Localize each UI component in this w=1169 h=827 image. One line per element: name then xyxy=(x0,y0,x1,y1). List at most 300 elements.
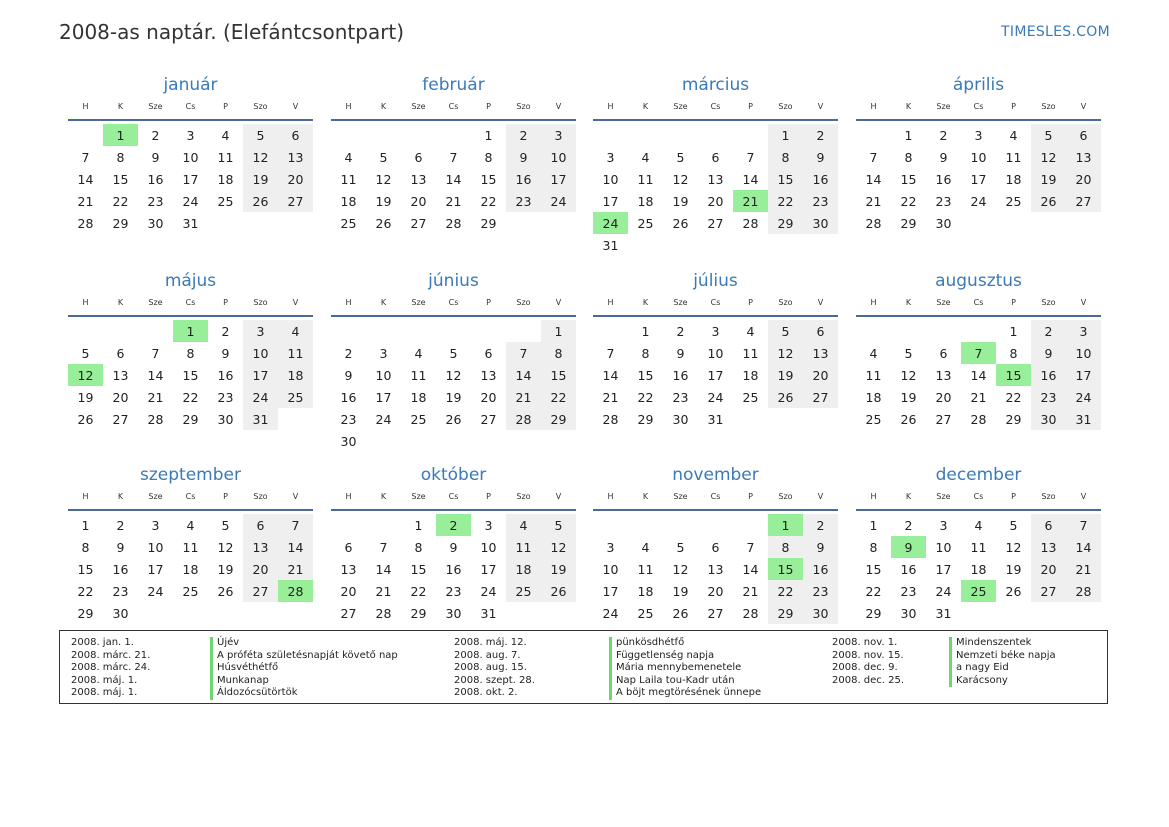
day-cell: 1 xyxy=(484,127,493,143)
day-cell: 1 xyxy=(869,517,878,533)
day-cell: 24 xyxy=(602,605,619,621)
weekday-label: Sze xyxy=(148,101,163,111)
day-cell: 3 xyxy=(711,323,720,339)
legend-date: 2008. nov. 15. xyxy=(832,649,904,661)
day-cell: 3 xyxy=(606,149,615,165)
day-cell: 25 xyxy=(742,389,759,405)
day-cell: 12 xyxy=(375,171,392,187)
legend-date: 2008. máj. 1. xyxy=(71,687,138,698)
day-cell: 28 xyxy=(77,215,94,231)
day-cell: 20 xyxy=(480,389,497,405)
day-cell: 8 xyxy=(904,149,913,165)
holiday-day-cell: 2 xyxy=(436,514,471,536)
legend-date: 2008. márc. 24. xyxy=(71,662,151,673)
legend-holiday-name: Karácsony xyxy=(949,675,1056,688)
day-cell: 8 xyxy=(186,345,195,361)
day-cell: 21 xyxy=(375,583,392,599)
day-cell: 18 xyxy=(970,561,987,577)
day-cell: 25 xyxy=(278,386,313,408)
day-cell: 13 xyxy=(480,367,497,383)
day-cell: 4 xyxy=(641,149,650,165)
weekday-label: Sze xyxy=(411,297,426,307)
day-cell: 9 xyxy=(1031,342,1066,364)
holiday-day-cell: 1 xyxy=(103,124,138,146)
day-cell: 28 xyxy=(970,411,987,427)
month-május xyxy=(68,269,313,430)
weekday-label: H xyxy=(82,491,89,501)
weekday-label: K xyxy=(380,297,387,307)
day-cell: 15 xyxy=(480,171,497,187)
day-cell: 21 xyxy=(865,193,882,209)
day-cell: 23 xyxy=(803,190,838,212)
day-cell: 13 xyxy=(1031,536,1066,558)
legend-holiday-name: Nap Laila tou-Kadr után xyxy=(609,675,761,688)
weekday-label: Sze xyxy=(936,101,951,111)
day-cell: 13 xyxy=(1066,146,1101,168)
weekday-label: V xyxy=(1080,491,1087,501)
day-cell: 25 xyxy=(637,605,654,621)
day-cell: 27 xyxy=(803,386,838,408)
day-cell: 27 xyxy=(340,605,357,621)
day-cell: 11 xyxy=(340,171,357,187)
month-november xyxy=(593,463,838,624)
day-cell: 25 xyxy=(637,215,654,231)
day-cell: 18 xyxy=(182,561,199,577)
day-cell: 20 xyxy=(1066,168,1101,190)
day-cell: 29 xyxy=(865,605,882,621)
day-cell: 28 xyxy=(742,215,759,231)
day-cell: 8 xyxy=(768,536,803,558)
day-cell: 16 xyxy=(112,561,129,577)
day-cell: 11 xyxy=(970,539,987,555)
holiday-day-cell: 25 xyxy=(961,580,996,602)
day-cell: 15 xyxy=(541,364,576,386)
weekday-label: H xyxy=(607,491,614,501)
empty-cell xyxy=(593,514,628,536)
day-cell: 24 xyxy=(707,389,724,405)
day-cell: 25 xyxy=(1005,193,1022,209)
day-cell: 12 xyxy=(672,171,689,187)
day-cell: 5 xyxy=(81,345,90,361)
weekday-label: V xyxy=(555,101,562,111)
holiday-day-cell: 21 xyxy=(733,190,768,212)
legend-date: 2008. jan. 1. xyxy=(71,637,134,648)
weekday-label: Sze xyxy=(673,297,688,307)
day-cell: 11 xyxy=(410,367,427,383)
weekday-label: Cs xyxy=(185,101,196,111)
day-cell: 14 xyxy=(1066,536,1101,558)
day-cell: 30 xyxy=(900,605,917,621)
holiday-legend xyxy=(59,630,1108,704)
weekday-label: Szo xyxy=(1041,491,1056,501)
empty-cell xyxy=(331,320,366,342)
weekday-label: Cs xyxy=(448,101,459,111)
legend-dates xyxy=(71,637,150,700)
weekday-label: Szo xyxy=(778,491,793,501)
day-cell: 15 xyxy=(410,561,427,577)
empty-cell xyxy=(68,124,103,146)
weekday-label: H xyxy=(870,297,877,307)
weekday-header xyxy=(68,97,313,121)
day-cell: 28 xyxy=(865,215,882,231)
day-cell: 13 xyxy=(935,367,952,383)
day-grid xyxy=(856,514,1101,624)
day-cell: 25 xyxy=(410,411,427,427)
day-cell: 2 xyxy=(939,127,948,143)
legend-names xyxy=(210,637,398,700)
day-cell: 17 xyxy=(375,389,392,405)
empty-cell xyxy=(593,124,628,146)
legend-holiday-name: Mindenszentek xyxy=(949,637,1056,650)
empty-cell xyxy=(926,320,961,342)
legend-holiday-name: Munkanap xyxy=(210,675,398,688)
day-cell: 30 xyxy=(217,411,234,427)
weekday-label: P xyxy=(223,297,228,307)
weekday-label: H xyxy=(82,297,89,307)
day-cell: 2 xyxy=(506,124,541,146)
day-cell: 22 xyxy=(768,580,803,602)
weekday-label: Cs xyxy=(448,491,459,501)
weekday-label: Cs xyxy=(185,297,196,307)
day-cell: 10 xyxy=(541,146,576,168)
day-cell: 10 xyxy=(147,539,164,555)
day-grid xyxy=(331,514,576,624)
day-cell: 22 xyxy=(637,389,654,405)
day-cell: 23 xyxy=(340,411,357,427)
empty-cell xyxy=(68,320,103,342)
day-cell: 17 xyxy=(243,364,278,386)
weekday-label: Szo xyxy=(516,491,531,501)
day-cell: 27 xyxy=(410,215,427,231)
day-cell: 27 xyxy=(1066,190,1101,212)
day-cell: 3 xyxy=(974,127,983,143)
day-cell: 30 xyxy=(672,411,689,427)
day-cell: 19 xyxy=(672,193,689,209)
day-cell: 21 xyxy=(445,193,462,209)
day-cell: 10 xyxy=(375,367,392,383)
day-cell: 30 xyxy=(112,605,129,621)
holiday-day-cell: 15 xyxy=(768,558,803,580)
weekday-label: K xyxy=(905,297,912,307)
day-cell: 26 xyxy=(768,386,803,408)
weekday-label: P xyxy=(486,491,491,501)
day-cell: 23 xyxy=(217,389,234,405)
day-cell: 3 xyxy=(541,124,576,146)
weekday-label: H xyxy=(82,101,89,111)
legend-holiday-name: Áldozócsütörtök xyxy=(210,687,398,700)
day-cell: 26 xyxy=(672,215,689,231)
day-cell: 28 xyxy=(375,605,392,621)
day-cell: 26 xyxy=(1031,190,1066,212)
day-cell: 22 xyxy=(541,386,576,408)
day-cell: 20 xyxy=(278,168,313,190)
day-cell: 21 xyxy=(1066,558,1101,580)
day-cell: 12 xyxy=(243,146,278,168)
day-cell: 17 xyxy=(707,367,724,383)
day-grid xyxy=(68,124,313,234)
day-cell: 12 xyxy=(672,561,689,577)
day-cell: 4 xyxy=(869,345,878,361)
day-cell: 7 xyxy=(869,149,878,165)
day-cell: 5 xyxy=(676,149,685,165)
day-cell: 4 xyxy=(278,320,313,342)
weekday-label: P xyxy=(223,101,228,111)
weekday-label: Sze xyxy=(936,297,951,307)
day-cell: 12 xyxy=(541,536,576,558)
empty-cell xyxy=(628,124,663,146)
day-cell: 16 xyxy=(506,168,541,190)
legend-dates xyxy=(832,637,904,687)
weekday-label: V xyxy=(1080,101,1087,111)
day-cell: 15 xyxy=(865,561,882,577)
day-cell: 10 xyxy=(243,342,278,364)
day-cell: 28 xyxy=(742,605,759,621)
day-cell: 26 xyxy=(77,411,94,427)
weekday-label: K xyxy=(117,491,124,501)
month-március xyxy=(593,73,838,256)
day-cell: 23 xyxy=(1031,386,1066,408)
day-cell: 7 xyxy=(379,539,388,555)
empty-cell xyxy=(733,514,768,536)
empty-cell xyxy=(663,124,698,146)
weekday-label: Szo xyxy=(253,101,268,111)
day-cell: 3 xyxy=(186,127,195,143)
day-cell: 10 xyxy=(602,561,619,577)
empty-cell xyxy=(366,514,401,536)
day-cell: 29 xyxy=(112,215,129,231)
day-cell: 1 xyxy=(414,517,423,533)
day-cell: 10 xyxy=(935,539,952,555)
day-grid xyxy=(856,320,1101,430)
day-cell: 6 xyxy=(711,539,720,555)
weekday-label: P xyxy=(748,297,753,307)
weekday-label: H xyxy=(870,491,877,501)
day-cell: 8 xyxy=(414,539,423,555)
day-cell: 9 xyxy=(939,149,948,165)
weekday-label: V xyxy=(292,297,299,307)
day-cell: 2 xyxy=(116,517,125,533)
day-cell: 15 xyxy=(77,561,94,577)
day-cell: 6 xyxy=(711,149,720,165)
weekday-label: Cs xyxy=(710,297,721,307)
month-name: május xyxy=(164,271,217,291)
day-cell: 18 xyxy=(637,193,654,209)
weekday-label: Szo xyxy=(1041,297,1056,307)
day-cell: 30 xyxy=(340,433,357,449)
day-cell: 26 xyxy=(243,190,278,212)
legend-date: 2008. szept. 28. xyxy=(454,674,535,686)
day-cell: 21 xyxy=(147,389,164,405)
month-augusztus xyxy=(856,269,1101,430)
day-grid xyxy=(856,124,1101,234)
day-cell: 30 xyxy=(803,212,838,234)
day-cell: 13 xyxy=(112,367,129,383)
day-cell: 10 xyxy=(1066,342,1101,364)
day-cell: 6 xyxy=(414,149,423,165)
weekday-header xyxy=(593,293,838,317)
day-cell: 8 xyxy=(116,149,125,165)
weekday-label: Cs xyxy=(973,491,984,501)
empty-cell xyxy=(856,124,891,146)
day-cell: 5 xyxy=(676,539,685,555)
weekday-header xyxy=(331,487,576,511)
weekday-label: V xyxy=(292,101,299,111)
month-name: november xyxy=(672,465,759,485)
day-cell: 22 xyxy=(410,583,427,599)
weekday-label: P xyxy=(486,297,491,307)
weekday-label: K xyxy=(380,491,387,501)
day-cell: 9 xyxy=(449,539,458,555)
day-cell: 3 xyxy=(379,345,388,361)
day-cell: 24 xyxy=(935,583,952,599)
day-cell: 7 xyxy=(151,345,160,361)
day-cell: 21 xyxy=(278,558,313,580)
day-cell: 23 xyxy=(506,190,541,212)
day-cell: 30 xyxy=(803,602,838,624)
day-cell: 17 xyxy=(602,583,619,599)
weekday-header xyxy=(68,487,313,511)
day-cell: 4 xyxy=(414,345,423,361)
day-cell: 3 xyxy=(151,517,160,533)
weekday-label: H xyxy=(870,101,877,111)
day-cell: 16 xyxy=(340,389,357,405)
legend-names xyxy=(609,637,761,700)
legend-date: 2008. aug. 7. xyxy=(454,649,521,661)
day-cell: 30 xyxy=(935,215,952,231)
weekday-label: Szo xyxy=(253,491,268,501)
day-cell: 26 xyxy=(900,411,917,427)
day-cell: 25 xyxy=(340,215,357,231)
weekday-label: Sze xyxy=(411,101,426,111)
day-cell: 19 xyxy=(1031,168,1066,190)
day-cell: 27 xyxy=(935,411,952,427)
weekday-header xyxy=(856,97,1101,121)
month-name: június xyxy=(428,271,479,291)
weekday-label: Szo xyxy=(253,297,268,307)
weekday-label: P xyxy=(486,101,491,111)
empty-cell xyxy=(366,124,401,146)
month-február xyxy=(331,73,576,234)
brand-link[interactable]: TIMESLES.COM xyxy=(1001,24,1110,40)
day-cell: 18 xyxy=(1005,171,1022,187)
day-cell: 11 xyxy=(217,149,234,165)
day-cell: 5 xyxy=(449,345,458,361)
day-cell: 4 xyxy=(344,149,353,165)
day-cell: 29 xyxy=(182,411,199,427)
day-cell: 19 xyxy=(900,389,917,405)
empty-cell xyxy=(506,320,541,342)
weekday-label: Sze xyxy=(148,297,163,307)
empty-cell xyxy=(961,320,996,342)
day-cell: 27 xyxy=(707,605,724,621)
day-cell: 18 xyxy=(865,389,882,405)
day-cell: 10 xyxy=(707,345,724,361)
day-cell: 31 xyxy=(480,605,497,621)
weekday-label: Szo xyxy=(516,101,531,111)
day-cell: 27 xyxy=(480,411,497,427)
holiday-day-cell: 1 xyxy=(173,320,208,342)
day-cell: 7 xyxy=(278,514,313,536)
month-június xyxy=(331,269,576,452)
day-cell: 29 xyxy=(768,212,803,234)
weekday-label: Sze xyxy=(673,101,688,111)
day-cell: 14 xyxy=(77,171,94,187)
day-cell: 27 xyxy=(1031,580,1066,602)
weekday-label: H xyxy=(345,297,352,307)
day-cell: 24 xyxy=(147,583,164,599)
legend-date: 2008. aug. 15. xyxy=(454,662,527,673)
day-cell: 26 xyxy=(541,580,576,602)
month-december xyxy=(856,463,1101,624)
day-cell: 27 xyxy=(278,190,313,212)
weekday-label: Cs xyxy=(973,297,984,307)
day-cell: 13 xyxy=(243,536,278,558)
weekday-label: K xyxy=(642,297,649,307)
day-cell: 12 xyxy=(768,342,803,364)
legend-date: 2008. máj. 12. xyxy=(454,637,527,648)
day-cell: 15 xyxy=(768,168,803,190)
day-cell: 5 xyxy=(1031,124,1066,146)
day-cell: 4 xyxy=(186,517,195,533)
holiday-day-cell: 24 xyxy=(593,212,628,234)
weekday-label: K xyxy=(117,101,124,111)
legend-date: 2008. dec. 9. xyxy=(832,662,898,673)
day-cell: 13 xyxy=(803,342,838,364)
day-cell: 18 xyxy=(340,193,357,209)
day-cell: 6 xyxy=(278,124,313,146)
day-cell: 19 xyxy=(243,168,278,190)
day-cell: 26 xyxy=(1005,583,1022,599)
day-cell: 26 xyxy=(445,411,462,427)
day-cell: 23 xyxy=(112,583,129,599)
day-cell: 13 xyxy=(410,171,427,187)
day-cell: 13 xyxy=(340,561,357,577)
day-cell: 9 xyxy=(803,146,838,168)
empty-cell xyxy=(471,320,506,342)
weekday-label: H xyxy=(345,491,352,501)
month-október xyxy=(331,463,576,624)
day-grid xyxy=(593,124,838,256)
day-cell: 4 xyxy=(1009,127,1018,143)
day-cell: 28 xyxy=(445,215,462,231)
day-cell: 8 xyxy=(541,342,576,364)
day-cell: 2 xyxy=(1031,320,1066,342)
day-cell: 24 xyxy=(480,583,497,599)
day-cell: 27 xyxy=(707,215,724,231)
day-cell: 17 xyxy=(602,193,619,209)
weekday-label: Cs xyxy=(185,491,196,501)
legend-date: 2008. dec. 25. xyxy=(832,674,905,686)
day-cell: 19 xyxy=(77,389,94,405)
weekday-label: V xyxy=(817,491,824,501)
day-cell: 28 xyxy=(147,411,164,427)
day-cell: 13 xyxy=(707,171,724,187)
month-name: február xyxy=(422,75,485,95)
day-cell: 27 xyxy=(112,411,129,427)
month-name: április xyxy=(952,75,1005,95)
day-cell: 10 xyxy=(970,149,987,165)
day-cell: 18 xyxy=(637,583,654,599)
day-cell: 3 xyxy=(243,320,278,342)
day-cell: 29 xyxy=(541,408,576,430)
day-cell: 16 xyxy=(803,168,838,190)
day-cell: 20 xyxy=(340,583,357,599)
day-cell: 14 xyxy=(278,536,313,558)
day-cell: 25 xyxy=(506,580,541,602)
page-title: 2008-as naptár. (Elefántcsontpart) xyxy=(59,20,405,44)
legend-holiday-name: Nemzeti béke napja xyxy=(949,650,1056,663)
month-name: augusztus xyxy=(935,271,1022,291)
